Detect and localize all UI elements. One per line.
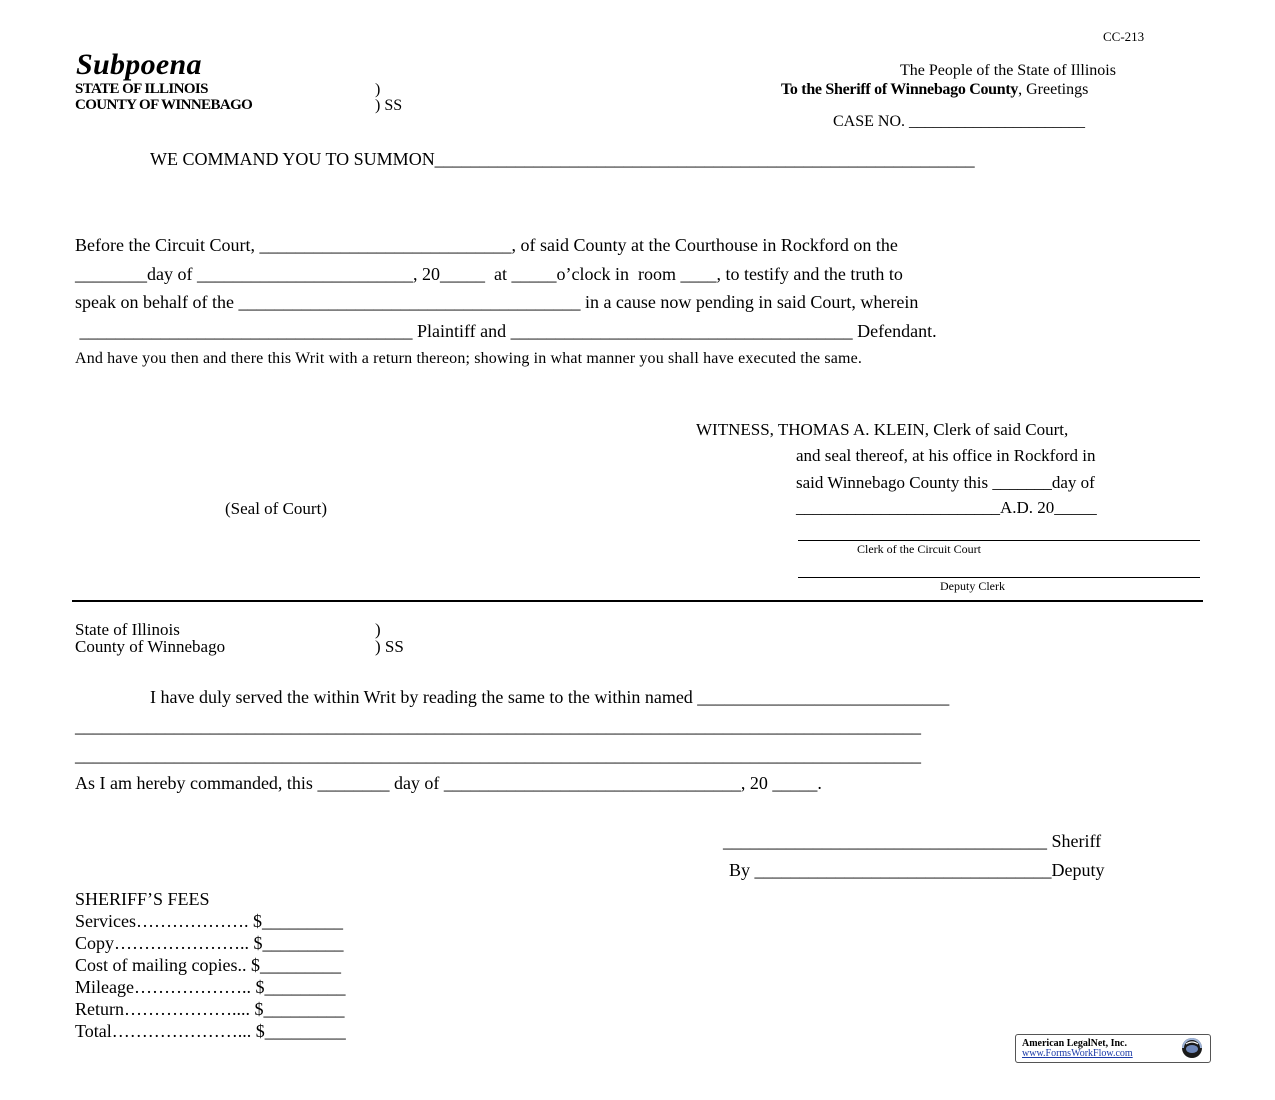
body-line-4[interactable]: _____________________________________ Plaintiff and ______________________________________ Defendant. <box>75 321 937 341</box>
fee-services[interactable]: Services………………. $_________ <box>75 911 343 931</box>
served-blank-line-2[interactable]: ______________________________________________________________________________________________ <box>75 745 921 765</box>
publisher-name: American LegalNet, Inc. <box>1022 1038 1127 1049</box>
to-sheriff: To the Sheriff of Winnebago County <box>781 81 1019 98</box>
service-state-paren: ) <box>375 620 381 639</box>
commanded-line[interactable]: As I am hereby commanded, this ________ day of _________________________________, 20 _____. <box>75 773 822 793</box>
deputy-signature-line[interactable]: By _________________________________Deputy <box>729 860 1105 880</box>
body-line-1[interactable]: Before the Circuit Court, ____________________________, of said County at the Courthouse in Rockford on the <box>75 235 898 255</box>
clerk-signature-line[interactable] <box>798 540 1200 541</box>
body-line-3[interactable]: speak on behalf of the ______________________________________ in a cause now pending in said Court, wherein <box>75 292 919 312</box>
sheriff-signature-line[interactable]: ____________________________________ Sheriff <box>723 831 1102 851</box>
command-line[interactable]: WE COMMAND YOU TO SUMMON____________________________________________________________ <box>150 149 975 169</box>
fees-heading: SHERIFF’S FEES <box>75 889 210 909</box>
body-line-2[interactable]: ________day of ________________________, 20_____ at _____o’clock in room ____, to testify and the truth to <box>75 264 903 284</box>
publisher-logo <box>1015 1034 1211 1063</box>
witness-line-4[interactable]: ________________________A.D. 20_____ <box>796 498 1097 517</box>
served-line[interactable]: I have duly served the within Writ by reading the same to the within named ____________________________ <box>150 687 950 707</box>
service-county-paren: ) SS <box>375 637 404 656</box>
form-code: CC-213 <box>1103 29 1145 44</box>
case-number-field[interactable]: CASE NO. ______________________ <box>833 113 1086 130</box>
return-line: And have you then and there this Writ with a return thereon; showing in what manner you shall have executed the same. <box>75 350 863 367</box>
fee-copy[interactable]: Copy………………….. $_________ <box>75 933 344 953</box>
witness-line-3[interactable]: said Winnebago County this _______day of <box>796 473 1095 492</box>
fee-return[interactable]: Return……………….... $_________ <box>75 999 345 1019</box>
fee-mailing[interactable]: Cost of mailing copies.. $_________ <box>75 955 341 975</box>
witness-line-2: and seal thereof, at his office in Rockford in <box>796 446 1096 465</box>
globe-icon <box>1174 1036 1208 1060</box>
header-county-paren: ) SS <box>375 97 403 114</box>
clerk-label: Clerk of the Circuit Court <box>857 542 981 556</box>
header-state-paren: ) <box>375 81 381 98</box>
service-state: State of Illinois <box>75 620 180 639</box>
deputy-clerk-label: Deputy Clerk <box>940 579 1005 593</box>
deputy-clerk-signature-line[interactable] <box>798 577 1200 578</box>
header-county: COUNTY OF WINNEBAGO <box>75 97 253 113</box>
publisher-url[interactable]: www.FormsWorkFlow.com <box>1022 1048 1133 1059</box>
people-of-state: The People of the State of Illinois <box>900 62 1116 79</box>
fee-mileage[interactable]: Mileage……………….. $_________ <box>75 977 346 997</box>
header-state: STATE OF ILLINOIS <box>75 81 208 97</box>
served-blank-line-1[interactable]: ______________________________________________________________________________________________ <box>75 716 921 736</box>
seal-of-court: (Seal of Court) <box>225 499 327 518</box>
witness-line-1: WITNESS, THOMAS A. KLEIN, Clerk of said Court, <box>696 420 1069 439</box>
greetings: , Greetings <box>1018 81 1089 98</box>
service-county: County of Winnebago <box>75 637 226 656</box>
to-sheriff-line <box>781 81 1088 99</box>
document-title: Subpoena <box>76 48 202 81</box>
fee-total[interactable]: Total…………………... $_________ <box>75 1021 346 1041</box>
section-divider <box>72 600 1203 602</box>
